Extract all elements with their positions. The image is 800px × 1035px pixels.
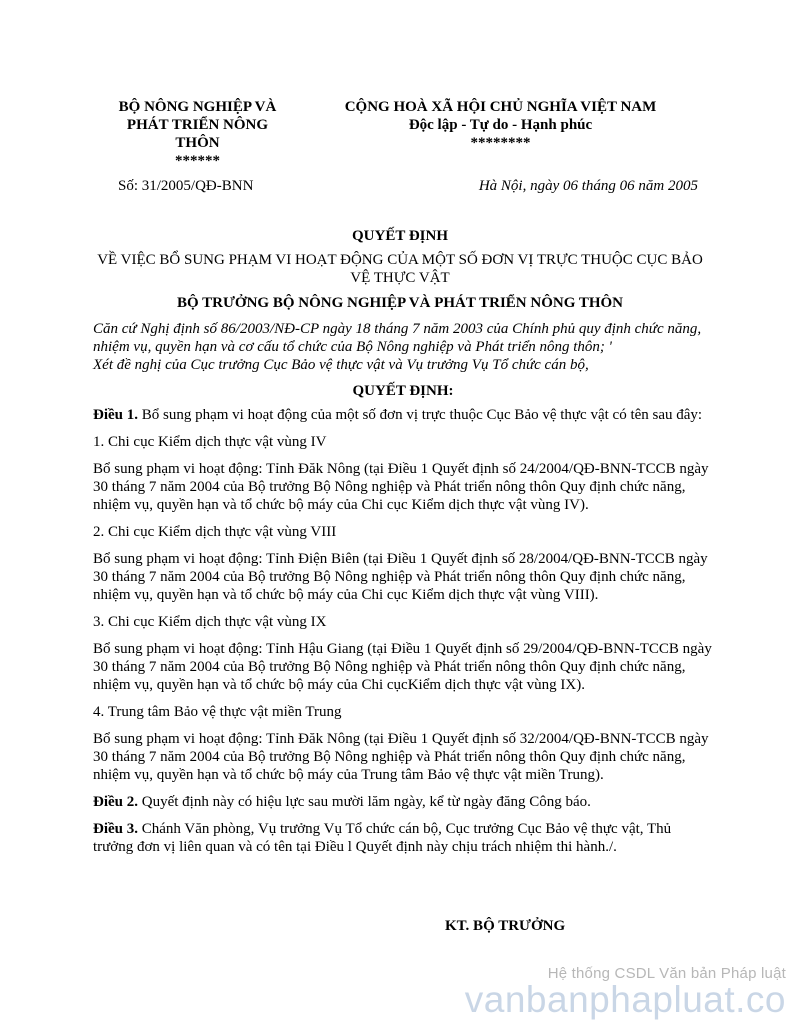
document-type: QUYẾT ĐỊNH xyxy=(352,228,448,244)
article-1 xyxy=(93,406,713,424)
issuing-agency xyxy=(95,98,300,170)
article-1-text: Bổ sung phạm vi hoạt động của một số đơn vị trực thuộc Cục Bảo vệ thực vật có tên sau đây: xyxy=(138,407,703,423)
document-number: Số: 31/2005/QĐ-BNN xyxy=(118,178,254,194)
item-4-detail: Bổ sung phạm vi hoạt động: Tỉnh Đăk Nông (tại Điều 1 Quyết định số 32/2004/QĐ-BNN-TCCB ngày 30 tháng 7 năm 2004 của Bộ trưởng Bộ Nông nghiệp và Phát triển nông thôn Quy định chức năng, nhiệm vụ, quyền hạn và tổ chức bộ máy của Trung tâm Bảo vệ thực vật miền Trung). xyxy=(93,731,709,783)
article-2-label: Điều 2. xyxy=(93,794,138,810)
item-3-heading: 3. Chi cục Kiểm dịch thực vật vùng IX xyxy=(93,614,327,630)
article-3-text: Chánh Văn phòng, Vụ trưởng Vụ Tổ chức cán bộ, Cục trưởng Cục Bảo vệ thực vật, Thủ trưởng đơn vị liên quan và có tên tại Điều l Quyết định này chịu trách nhiệm thi hành./. xyxy=(93,821,672,855)
signature-title: KT. BỘ TRƯỞNG xyxy=(445,918,566,934)
national-motto: Độc lập - Tự do - Hạnh phúc xyxy=(408,117,593,133)
agency-line-3: THÔN xyxy=(175,135,220,151)
agency-stars: ****** xyxy=(175,153,220,169)
decide-heading: QUYẾT ĐỊNH: xyxy=(352,383,454,399)
agency-line-1: BỘ NÔNG NGHIỆP VÀ xyxy=(118,99,277,115)
item-1-detail: Bổ sung phạm vi hoạt động: Tỉnh Đăk Nông (tại Điều 1 Quyết định số 24/2004/QĐ-BNN-TCCB ngày 30 tháng 7 năm 2004 của Bộ trưởng Bộ Nông nghiệp và Phát triển nông thôn Quy định chức năng, nhiệm vụ, quyền hạn và tổ chức bộ máy của Chi cục Kiểm dịch thực vật vùng IV). xyxy=(93,461,709,513)
legal-basis-1: Căn cứ Nghị định số 86/2003/NĐ-CP ngày 18 tháng 7 năm 2003 của Chính phủ quy định chức năng, nhiệm vụ, quyền hạn và cơ cấu tổ chức của Bộ Nông nghiệp và Phát triển nông thôn; ' xyxy=(93,321,702,355)
nation-name: CỘNG HOÀ XÃ HỘI CHỦ NGHĨA VIỆT NAM xyxy=(344,99,657,115)
item-4-heading: 4. Trung tâm Bảo vệ thực vật miền Trung xyxy=(93,704,342,720)
document-subject: VỀ VIỆC BỔ SUNG PHẠM VI HOẠT ĐỘNG CỦA MỘT SỐ ĐƠN VỊ TRỰC THUỘC CỤC BẢO VỆ THỰC VẬT xyxy=(97,252,703,286)
article-2 xyxy=(93,793,713,811)
document-body xyxy=(93,320,713,865)
article-2-text: Quyết định này có hiệu lực sau mười lăm ngày, kể từ ngày đăng Công báo. xyxy=(138,794,591,810)
article-3 xyxy=(93,820,713,856)
agency-line-2: PHÁT TRIỂN NÔNG xyxy=(126,117,269,133)
item-2-heading: 2. Chi cục Kiểm dịch thực vật vùng VIII xyxy=(93,524,337,540)
issuing-authority: BỘ TRƯỞNG BỘ NÔNG NGHIỆP VÀ PHÁT TRIỂN NÔNG THÔN xyxy=(176,295,624,311)
item-3-detail: Bổ sung phạm vi hoạt động: Tỉnh Hậu Giang (tại Điều 1 Quyết định số 29/2004/QĐ-BNN-TCCB ngày 30 tháng 7 năm 2004 của Bộ trưởng Bộ Nông nghiệp và Phát triển nông thôn Quy định chức năng, nhiệm vụ, quyền hạn và tổ chức bộ máy của Chi cụcKiểm dịch thực vật vùng IX). xyxy=(93,641,712,693)
watermark-site: vanbanphapluat.co xyxy=(464,979,786,1020)
place-date: Hà Nội, ngày 06 tháng 06 năm 2005 xyxy=(478,178,698,194)
article-1-label: Điều 1. xyxy=(93,407,138,423)
preamble xyxy=(93,320,713,374)
watermark-caption: Hệ thống CSDL Văn bản Pháp luật xyxy=(547,965,786,982)
motto-stars: ******** xyxy=(470,135,531,151)
item-2-detail: Bổ sung phạm vi hoạt động: Tỉnh Điện Biên (tại Điều 1 Quyết định số 28/2004/QĐ-BNN-TCCB ngày 30 tháng 7 năm 2004 của Bộ trưởng Bộ Nông nghiệp và Phát triển nông thôn Quy định chức năng, nhiệm vụ, quyền hạn và tổ chức bộ máy của Chi cục Kiểm dịch thực vật vùng VIII). xyxy=(93,551,708,603)
legal-basis-2: Xét đề nghị của Cục trưởng Cục Bảo vệ thực vật và Vụ trưởng Vụ Tổ chức cán bộ, xyxy=(93,357,589,373)
national-header xyxy=(318,98,683,152)
item-1-heading: 1. Chi cục Kiểm dịch thực vật vùng IV xyxy=(93,434,327,450)
article-3-label: Điều 3. xyxy=(93,821,138,837)
